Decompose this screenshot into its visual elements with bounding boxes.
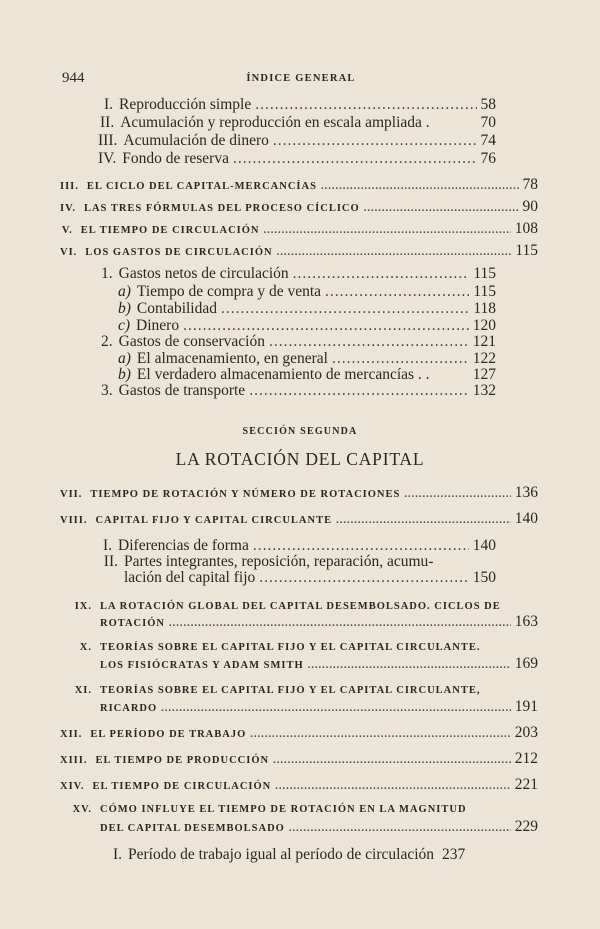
- chapter-entry[interactable]: [72, 802, 538, 818]
- entry-number: II.: [100, 114, 115, 131]
- chapter-title-continued: DEL CAPITAL DESEMBOLSADO: [100, 823, 285, 834]
- chapter-number: XIV.: [60, 781, 85, 792]
- leader-dots: [277, 247, 512, 258]
- chapter-entry[interactable]: [60, 750, 538, 768]
- chapter-title-continued: LOS FISIÓCRATAS Y ADAM SMITH: [100, 660, 304, 671]
- chapter-title: EL TIEMPO DE PRODUCCIÓN: [95, 755, 270, 766]
- chapter-title: TIEMPO DE ROTACIÓN Y NÚMERO DE ROTACIONES: [90, 489, 401, 500]
- leader-dots: [259, 569, 468, 587]
- chapter-number: V.: [61, 225, 73, 236]
- entry-page: 150: [472, 569, 496, 586]
- chapter-page: 108: [514, 220, 538, 237]
- entry-title: El almacenamiento, en general: [136, 350, 328, 367]
- chapter-number: X.: [79, 642, 92, 653]
- entry-number: I.: [103, 537, 113, 554]
- chapter-page: 191: [514, 698, 538, 715]
- section-label: SECCIÓN SEGUNDA: [242, 426, 358, 437]
- chapter-entry[interactable]: [60, 510, 538, 528]
- toc-entry[interactable]: [101, 265, 496, 283]
- leader-dots: [364, 203, 519, 214]
- leader-dots: [169, 618, 511, 629]
- entry-title: Acumulación de dinero: [123, 132, 269, 149]
- entry-page: 237: [442, 846, 466, 863]
- toc-entry[interactable]: [98, 132, 496, 150]
- chapter-entry[interactable]: [74, 683, 538, 699]
- chapter-page: 169: [514, 655, 538, 672]
- leader-dots: [273, 132, 477, 150]
- chapter-title: EL CICLO DEL CAPITAL-MERCANCÍAS: [86, 181, 317, 192]
- leader-dots: [249, 382, 469, 400]
- chapter-title: CÓMO INFLUYE EL TIEMPO DE ROTACIÓN EN LA MAGNITUD: [100, 804, 467, 815]
- chapter-page: 78: [522, 176, 538, 193]
- toc-entry[interactable]: [101, 333, 496, 351]
- leader-dots: [289, 823, 511, 834]
- leader-dots: [273, 755, 511, 766]
- chapter-title: CAPITAL FIJO Y CAPITAL CIRCULANTE: [95, 515, 333, 526]
- entry-page: 115: [473, 283, 496, 300]
- chapter-entry[interactable]: [60, 176, 538, 194]
- chapter-title: LA ROTACIÓN GLOBAL DEL CAPITAL DESEMBOLSADO. CICLOS DE: [100, 601, 501, 612]
- chapter-entry-continued[interactable]: [100, 698, 538, 716]
- toc-entry-continued[interactable]: [124, 569, 496, 587]
- entry-letter: b): [118, 300, 131, 317]
- entry-number: III.: [98, 132, 118, 149]
- page-header: [62, 70, 540, 90]
- leader-dots: [275, 781, 511, 792]
- chapter-number: XI.: [74, 685, 92, 696]
- chapter-title: EL PERÍODO DE TRABAJO: [90, 729, 247, 740]
- entry-page: 132: [472, 382, 496, 399]
- entry-letter: b): [118, 366, 131, 383]
- entry-page: 70: [480, 114, 496, 131]
- chapter-title: EL TIEMPO DE CIRCULACIÓN: [92, 781, 272, 792]
- entry-page: 140: [472, 537, 496, 554]
- leader-dots: [250, 729, 510, 740]
- leader-dots: [269, 333, 469, 351]
- leader-dots: [221, 300, 469, 318]
- leader-dots: [404, 489, 510, 500]
- running-title: ÍNDICE GENERAL: [246, 73, 356, 84]
- chapter-entry[interactable]: [60, 776, 538, 794]
- chapter-page: 163: [514, 613, 538, 630]
- chapter-entry[interactable]: [60, 724, 538, 742]
- toc-entry[interactable]: [101, 382, 496, 400]
- chapter-number: XIII.: [60, 755, 88, 766]
- chapter-entry[interactable]: [60, 242, 538, 260]
- chapter-entry[interactable]: [60, 484, 538, 502]
- chapter-number: VIII.: [60, 515, 88, 526]
- chapter-number: III.: [60, 181, 79, 192]
- entry-page: 58: [480, 96, 496, 113]
- chapter-number: VII.: [60, 489, 83, 500]
- entry-title: Reproducción simple: [119, 96, 252, 113]
- entry-title: Diferencias de forma: [118, 537, 249, 554]
- chapter-title-continued: RICARDO: [100, 703, 158, 714]
- entry-title: Período de trabajo igual al período de circulación: [128, 846, 435, 863]
- entry-page: 76: [480, 150, 496, 167]
- chapter-number: XII.: [60, 729, 83, 740]
- entry-title: El verdadero almacenamiento de mercancías . .: [136, 366, 430, 383]
- entry-title: Dinero: [136, 317, 180, 334]
- chapter-title: LAS TRES FÓRMULAS DEL PROCESO CÍCLICO: [83, 203, 360, 214]
- chapter-title: TEORÍAS SOBRE EL CAPITAL FIJO Y EL CAPITAL CIRCULANTE.: [100, 642, 481, 653]
- entry-page: 118: [473, 300, 496, 317]
- chapter-entry[interactable]: [60, 198, 538, 216]
- entry-number: 1.: [101, 265, 113, 282]
- toc-entry[interactable]: [98, 150, 496, 168]
- leader-dots: [321, 181, 519, 192]
- chapter-page: 115: [515, 242, 538, 259]
- leader-dots: [264, 225, 511, 236]
- entry-title: Tiempo de compra y de venta: [136, 283, 322, 300]
- entry-title: Gastos de conservación: [118, 333, 265, 350]
- leader-dots: [255, 96, 476, 114]
- chapter-number: IV.: [60, 203, 76, 214]
- chapter-entry[interactable]: [79, 640, 538, 656]
- chapter-number: IX.: [74, 601, 92, 612]
- chapter-entry-continued[interactable]: [100, 818, 538, 836]
- chapter-entry-continued[interactable]: [100, 655, 538, 673]
- page-number: 944: [62, 70, 85, 86]
- entry-title-continued: lación del capital fijo: [124, 569, 256, 586]
- toc-entry[interactable]: [112, 846, 498, 864]
- toc-entry[interactable]: [104, 96, 496, 114]
- entry-title: Contabilidad: [136, 300, 217, 317]
- entry-letter: a): [118, 350, 131, 367]
- chapter-entry-continued[interactable]: [100, 613, 538, 631]
- section-title: LA ROTACIÓN DEL CAPITAL: [175, 449, 425, 469]
- entry-title: Gastos netos de circulación: [118, 265, 289, 282]
- chapter-number: VI.: [60, 247, 78, 258]
- chapter-page: 221: [514, 776, 538, 793]
- chapter-page: 212: [514, 750, 538, 767]
- entry-number: 3.: [101, 382, 113, 399]
- chapter-title: LOS GASTOS DE CIRCULACIÓN: [85, 247, 273, 258]
- chapter-page: 90: [522, 198, 538, 215]
- entry-number: II.: [103, 553, 118, 570]
- entry-number: I.: [104, 96, 114, 113]
- leader-dots: [325, 283, 469, 301]
- toc-entry[interactable]: [118, 283, 496, 301]
- entry-number: I.: [112, 846, 122, 863]
- chapter-page: 136: [514, 484, 538, 501]
- leader-dots: [336, 515, 511, 526]
- chapter-page: 140: [514, 510, 538, 527]
- leader-dots: [308, 660, 511, 671]
- chapter-number: XV.: [72, 804, 92, 815]
- toc-entry[interactable]: [118, 300, 496, 318]
- entry-page: 122: [472, 350, 496, 367]
- entry-title: Partes integrantes, reposición, reparación, acumu-: [124, 553, 434, 570]
- entry-page: 127: [472, 366, 496, 383]
- chapter-page: 203: [514, 724, 538, 741]
- leader-dots: [233, 150, 477, 168]
- leader-dots: [161, 703, 511, 714]
- chapter-title: TEORÍAS SOBRE EL CAPITAL FIJO Y EL CAPITAL CIRCULANTE,: [100, 685, 481, 696]
- entry-page: 74: [480, 132, 496, 149]
- entry-title: Fondo de reserva: [122, 150, 229, 167]
- entry-number: 2.: [101, 333, 113, 350]
- entry-number: IV.: [98, 150, 117, 167]
- entry-page: 121: [472, 333, 496, 350]
- leader-dots: [293, 265, 470, 283]
- entry-title: Gastos de transporte: [118, 382, 246, 399]
- chapter-page: 229: [514, 818, 538, 835]
- entry-title: Acumulación y reproducción en escala ampliada .: [120, 114, 430, 131]
- chapter-entry[interactable]: [60, 220, 538, 238]
- entry-page: 115: [473, 265, 496, 282]
- entry-page: 120: [472, 317, 496, 334]
- entry-letter: c): [118, 317, 131, 334]
- chapter-title-continued: ROTACIÓN: [100, 618, 165, 629]
- toc-entry[interactable]: [100, 114, 496, 132]
- entry-letter: a): [118, 283, 131, 300]
- chapter-title: EL TIEMPO DE CIRCULACIÓN: [80, 225, 260, 236]
